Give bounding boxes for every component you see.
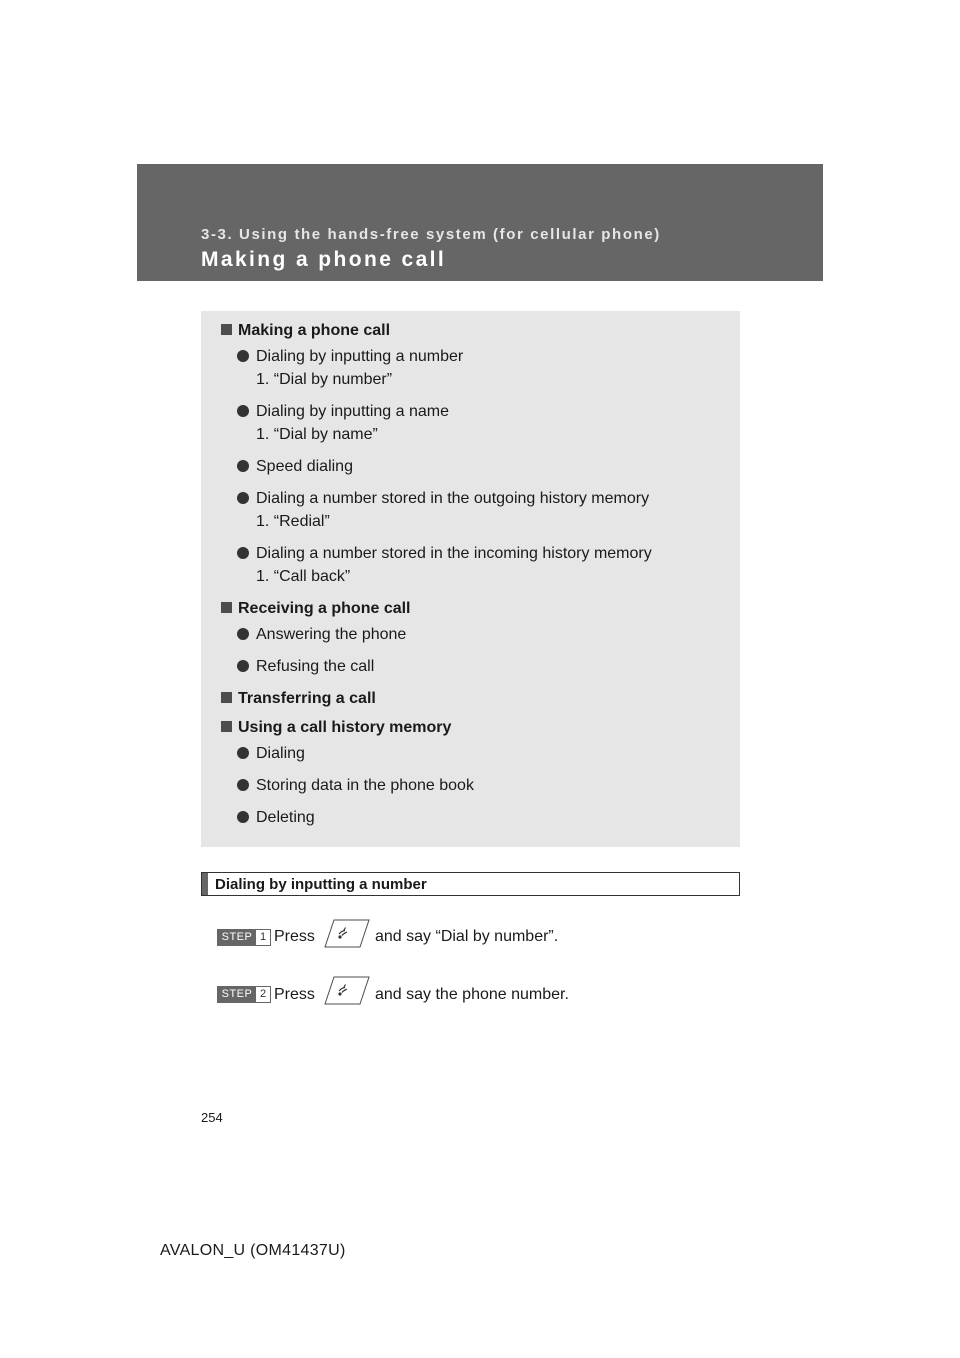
- bullet-icon: [237, 547, 249, 559]
- bullet-icon: [237, 628, 249, 640]
- talk-switch-icon: [323, 916, 371, 950]
- toc-item: Speed dialing: [237, 458, 353, 476]
- step-badge-label: STEP: [218, 987, 256, 1002]
- bullet-icon: [237, 779, 249, 791]
- step-text-instruction: and say the phone number.: [375, 986, 569, 1003]
- toc-item: Dialing by inputting a name: [237, 403, 449, 421]
- toc-item: Answering the phone: [237, 626, 406, 644]
- step-badge-label: STEP: [218, 930, 256, 945]
- step-number: 1: [256, 930, 270, 945]
- bullet-icon: [237, 350, 249, 362]
- toc-heading-making: Making a phone call: [221, 322, 390, 340]
- talk-switch-icon: [323, 973, 371, 1007]
- step-text-press: Press: [274, 986, 315, 1003]
- toc-subitem: 1. “Redial”: [256, 513, 330, 530]
- toc-item: Dialing a number stored in the outgoing history memory: [237, 490, 649, 508]
- bullet-icon: [237, 405, 249, 417]
- step-text-instruction: and say “Dial by number”.: [375, 928, 559, 945]
- toc-item: Deleting: [237, 809, 315, 827]
- step-text-press: Press: [274, 928, 315, 945]
- bullet-icon: [237, 747, 249, 759]
- step-badge: [217, 929, 271, 946]
- manual-code: AVALON_U (OM41437U): [160, 1242, 346, 1259]
- toc-subitem: 1. “Call back”: [256, 568, 351, 585]
- bullet-icon: [237, 492, 249, 504]
- step-badge: [217, 986, 271, 1003]
- toc-item: Dialing: [237, 745, 305, 763]
- toc-item: Dialing a number stored in the incoming history memory: [237, 545, 652, 563]
- bullet-icon: [237, 811, 249, 823]
- step-number: 2: [256, 987, 270, 1002]
- square-bullet-icon: [221, 602, 232, 613]
- toc-item: Dialing by inputting a number: [237, 348, 463, 366]
- square-bullet-icon: [221, 692, 232, 703]
- page-number: 254: [201, 1110, 223, 1125]
- toc-item: Storing data in the phone book: [237, 777, 474, 795]
- section-heading: [201, 872, 740, 896]
- toc-subitem: 1. “Dial by name”: [256, 426, 378, 443]
- toc-heading-history: Using a call history memory: [221, 719, 451, 737]
- square-bullet-icon: [221, 721, 232, 732]
- square-bullet-icon: [221, 324, 232, 335]
- contents-box: [201, 311, 740, 847]
- heading-accent: [202, 873, 208, 895]
- toc-subitem: 1. “Dial by number”: [256, 371, 393, 388]
- toc-heading-transferring: Transferring a call: [221, 690, 376, 708]
- section-heading-text: Dialing by inputting a number: [215, 876, 427, 893]
- section-label: 3-3. Using the hands-free system (for cellular phone): [201, 226, 661, 243]
- bullet-icon: [237, 660, 249, 672]
- toc-item: Refusing the call: [237, 658, 374, 676]
- toc-heading-receiving: Receiving a phone call: [221, 600, 411, 618]
- bullet-icon: [237, 460, 249, 472]
- page-title: Making a phone call: [201, 248, 447, 271]
